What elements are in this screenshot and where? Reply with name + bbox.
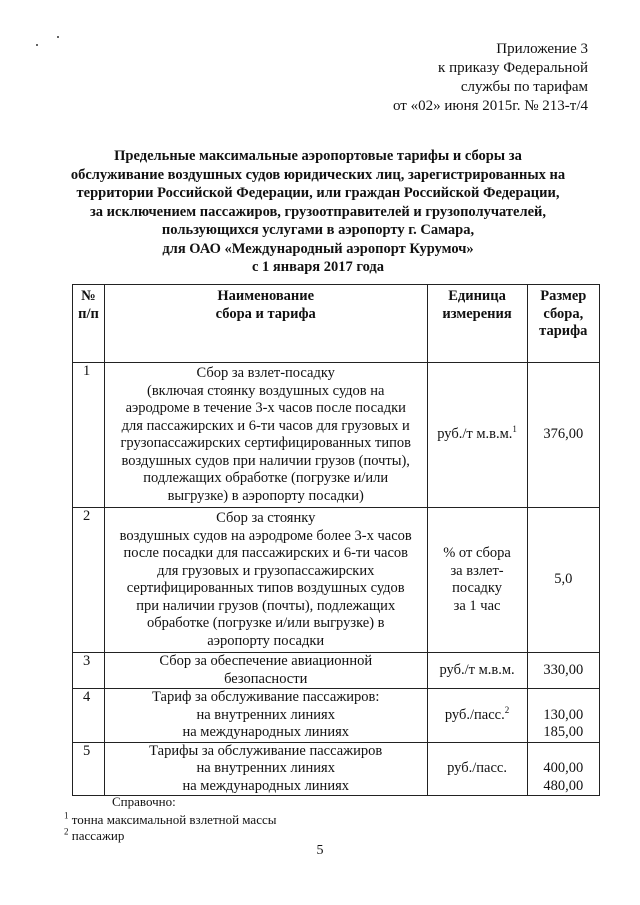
- row-name-line: для грузовых и грузопассажирских: [157, 562, 375, 579]
- row-name-line: обработке (погрузке и/или выгрузке) в: [146, 615, 385, 631]
- header-unit-line: измерения: [442, 305, 512, 322]
- footnote-ref: 1: [512, 424, 517, 435]
- row-name-line: Тарифы за обслуживание пассажиров: [149, 742, 383, 759]
- table-row: [73, 363, 600, 508]
- row-number: 3: [73, 653, 105, 689]
- row-unit-text: руб./т м.в.м.: [439, 661, 515, 678]
- row-name-line: подлежащих обработке (погрузке и/или: [143, 470, 389, 486]
- row-unit: [427, 508, 527, 653]
- footnote-mark: 1: [64, 810, 69, 821]
- row-rate: [527, 689, 599, 743]
- row-name: [104, 508, 427, 653]
- row-name-line: на внутренних линиях: [196, 706, 335, 723]
- row-unit-line: % от сбора: [443, 545, 511, 561]
- title-line: с 1 января 2017 года: [251, 259, 384, 275]
- row-unit: [427, 363, 527, 508]
- row-name-line: на международных линиях: [182, 777, 349, 794]
- appendix-line: службы по тарифам: [460, 79, 588, 95]
- appendix-line: Приложение 3: [496, 41, 588, 57]
- row-rate: [527, 508, 599, 653]
- header-name-line: сбора и тарифа: [215, 305, 316, 322]
- row-name: [104, 363, 427, 508]
- row-rate: [527, 653, 599, 689]
- row-name-line: (включая стоянку воздушных судов на: [146, 382, 385, 399]
- header-rate-line: Размер: [540, 288, 587, 304]
- row-name-line: безопасности: [224, 670, 308, 687]
- row-unit-line: посадку: [452, 580, 502, 596]
- row-name-line: сертифицированных типов воздушных судов: [126, 580, 405, 596]
- title-line: для ОАО «Международный аэропорт Курумоч»: [162, 240, 474, 257]
- row-name-line: грузопассажирских сертифицированных типов: [120, 435, 411, 451]
- row-rate-value: 185,00: [543, 724, 584, 740]
- footnotes-title: Справочно:: [112, 794, 176, 809]
- row-rate-value: 480,00: [543, 777, 584, 794]
- row-unit-text: руб./т м.в.м.: [437, 426, 513, 443]
- row-rate-value: 376,00: [543, 426, 584, 443]
- header-num: [73, 285, 105, 363]
- table-row: [73, 742, 600, 796]
- row-name-line: Сбор за обеспечение авиационной: [159, 653, 373, 669]
- footnote-ref: 2: [504, 704, 510, 715]
- table-row: [73, 508, 600, 653]
- appendix-line: к приказу Федеральной: [438, 60, 588, 76]
- row-name-line: Сбор за взлет-посадку: [196, 365, 335, 381]
- row-rate-value: 5,0: [554, 571, 573, 588]
- row-name-line: аэродроме в течение 3-х часов после посадки: [125, 400, 406, 416]
- row-rate: [527, 742, 599, 796]
- row-name-line: Сбор за стоянку: [216, 510, 316, 526]
- row-unit-text: руб./пасс.: [444, 706, 505, 723]
- header-unit: [427, 285, 527, 363]
- row-number: 4: [73, 689, 105, 743]
- row-rate-value: 130,00: [543, 706, 584, 723]
- row-name-line: воздушных судов на аэродроме более 3-х часов: [119, 527, 412, 544]
- scan-speck: [36, 44, 38, 46]
- row-unit-line: за взлет-: [450, 562, 504, 579]
- header-rate-line: сбора,: [543, 305, 584, 322]
- row-number: 1: [73, 363, 105, 508]
- row-unit: [427, 742, 527, 796]
- row-unit: [427, 653, 527, 689]
- footnote-text: пассажир: [71, 828, 125, 843]
- row-name-line: воздушных судов при наличии грузов (почты),: [121, 452, 410, 469]
- row-name: [104, 742, 427, 796]
- footnote-text: тонна максимальной взлетной массы: [71, 812, 277, 827]
- row-unit-text: руб./пасс.: [447, 760, 507, 776]
- appendix-header: [393, 40, 588, 116]
- row-number: 2: [73, 508, 105, 653]
- table-header-row: [73, 285, 600, 363]
- row-name: [104, 689, 427, 743]
- header-unit-line: Единица: [448, 288, 506, 304]
- title-line: территории Российской Федерации, или граждан Российской Федерации,: [76, 185, 560, 201]
- table-row: [73, 689, 600, 743]
- row-rate-value: 330,00: [543, 661, 584, 678]
- row-name-line: для пассажирских и 6-ти часов для грузовых и: [121, 417, 410, 434]
- title-line: Предельные максимальные аэропортовые тарифы и сборы за: [114, 148, 522, 164]
- footnotes: [64, 794, 276, 844]
- footnote-mark: 2: [64, 826, 69, 837]
- row-name-line: при наличии грузов (почты), подлежащих: [136, 597, 396, 614]
- row-name-line: аэропорту посадки: [207, 632, 325, 649]
- appendix-line: от «02» июня 2015г. № 213-т/4: [392, 98, 588, 114]
- row-unit-line: за 1 час: [453, 597, 501, 614]
- row-rate-value: 400,00: [543, 760, 584, 776]
- row-number: 5: [73, 742, 105, 796]
- row-name-line: после посадки для пассажирских и 6-ти часов: [123, 545, 408, 561]
- header-name: [104, 285, 427, 363]
- header-num-line: п/п: [78, 305, 99, 322]
- row-unit: [427, 689, 527, 743]
- footnote-item: [64, 812, 276, 828]
- row-name-line: на внутренних линиях: [196, 760, 335, 776]
- document-title: [48, 147, 588, 277]
- header-num-line: №: [81, 288, 96, 304]
- header-name-line: Наименование: [217, 288, 315, 304]
- scan-speck: [57, 36, 59, 38]
- row-name: [104, 653, 427, 689]
- page-number: 5: [316, 843, 324, 858]
- table-row: [73, 653, 600, 689]
- title-line: пользующихся услугами в аэропорту г. Самара,: [161, 222, 475, 238]
- footnote-item: [64, 828, 276, 844]
- header-rate: [527, 285, 599, 363]
- row-rate: [527, 363, 599, 508]
- header-rate-line: тарифа: [539, 323, 588, 339]
- tariff-table: [72, 284, 600, 796]
- row-name-line: Тариф за обслуживание пассажиров:: [152, 689, 380, 705]
- title-line: обслуживание воздушных судов юридических лиц, зарегистрированных на: [70, 166, 566, 183]
- row-name-line: выгрузке) в аэропорту посадки): [167, 487, 364, 504]
- title-line: за исключением пассажиров, грузоотправителей и грузополучателей,: [89, 203, 547, 220]
- row-name-line: на международных линиях: [182, 724, 349, 740]
